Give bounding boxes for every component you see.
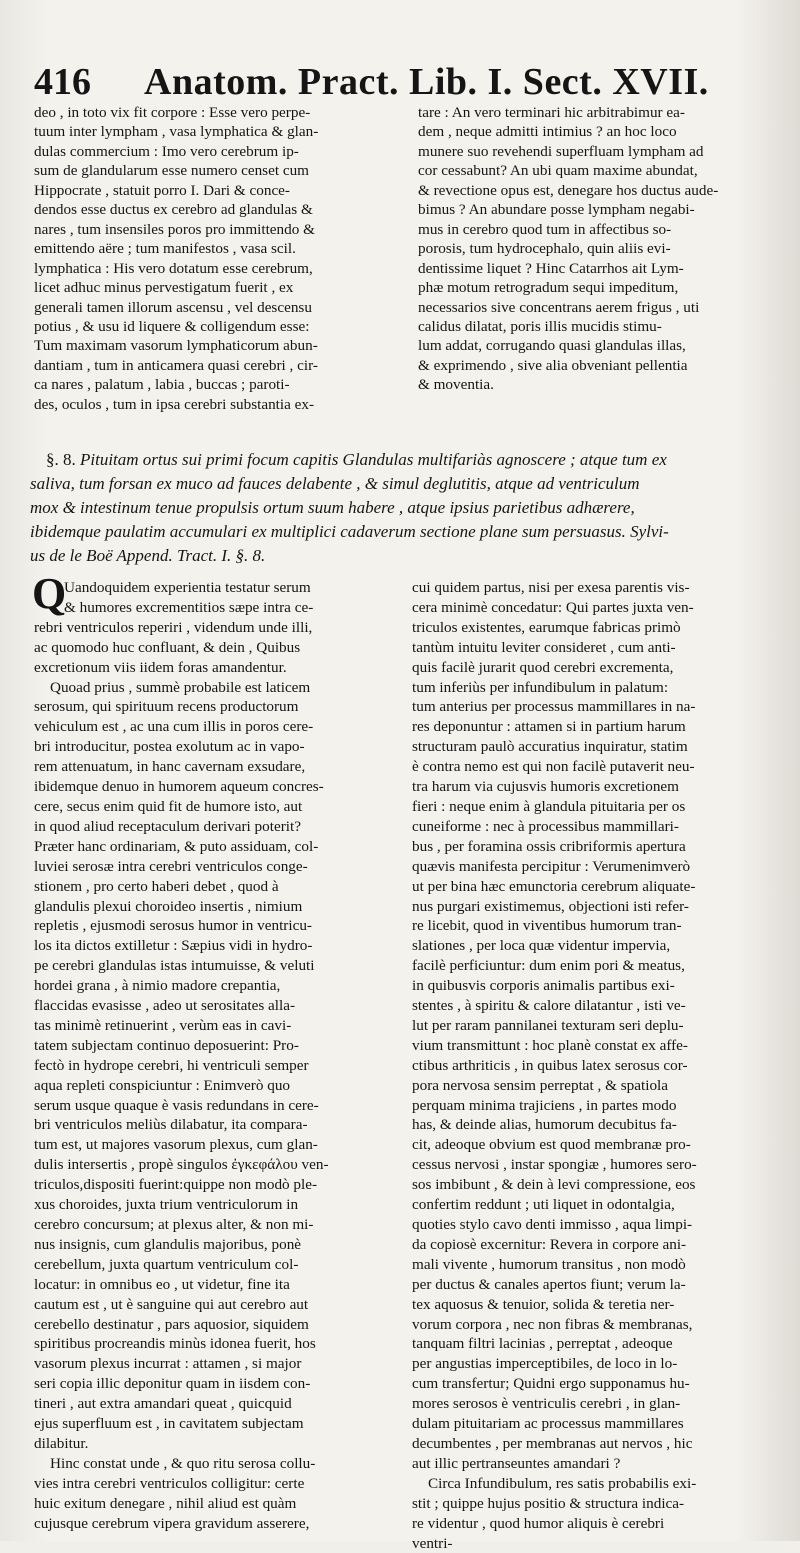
text-line: porosis, tum hydrocephalo, quin aliis evi- xyxy=(418,239,780,258)
page-number: 416 xyxy=(34,60,91,104)
text-line: confertim reddunt ; uti liquet in odontalgia, xyxy=(412,1195,784,1215)
text-line: quis facilè jurarit quod cerebri excrementa, xyxy=(412,658,784,678)
text-line: slationes , per loca quæ videntur impervia, xyxy=(412,936,784,956)
text-line: tas minimè retinuerint , verùm eas in cavi- xyxy=(34,1016,404,1036)
text-line: tanquam filtri lacinias , perreptat , adeoque xyxy=(412,1334,784,1354)
text-line: cuneiforme : nec à processibus mammillari- xyxy=(412,817,784,837)
text-line: stit ; quippe hujus positio & structura indica- xyxy=(412,1494,784,1514)
text-line: glandulis plexui choroideo insertis , nimium xyxy=(34,897,404,917)
text-line: locatur: in omnibus eo , ut videtur, fine ita xyxy=(34,1275,404,1295)
text-line: huic exitum denegare , nihil aliud est quàm xyxy=(34,1494,404,1514)
text-line: emittendo aëre ; tum manifestos , vasa scil. xyxy=(34,239,414,258)
text-line: mores serosos è ventriculis cerebri , in glan- xyxy=(412,1394,784,1414)
text-line: in quod aliud receptaculum derivari poterit? xyxy=(34,817,404,837)
text-line: cerebro concursum; at plexus alter, & non mi- xyxy=(34,1215,404,1235)
text-line: è contra nemo est qui non facilè putaverit neu- xyxy=(412,757,784,777)
text-line: quævis manifesta percipitur : Verumenimverò xyxy=(412,857,784,877)
text-line: tum est, ut majores vasorum plexus, cum glan- xyxy=(34,1135,404,1155)
quote-line: ibidemque paulatim accumulari ex multiplici cadaverum sectione plane sum persuasus. Sylvi- xyxy=(30,520,784,544)
text-line: licet adhuc minus pervestigatum fuerit , ex xyxy=(34,278,414,297)
text-line: repletis , ejusmodi serosus humor in ventricu- xyxy=(34,916,404,936)
text-line: dem , neque admitti intimius ? an hoc loco xyxy=(418,122,780,141)
text-line: stionem , pro certo haberi debet , quod à xyxy=(34,877,404,897)
text-line: flaccidas evasisse , adeo ut serositates alla- xyxy=(34,996,404,1016)
text-line: bimus ? An abundare posse lympham negabi- xyxy=(418,200,780,219)
text-line: & moventia. xyxy=(418,375,780,394)
text-line: Hinc constat unde , & quo ritu serosa collu- xyxy=(34,1454,404,1474)
text-line: nus insignis, cum glandulis majoribus, ponè xyxy=(34,1235,404,1255)
text-line: cessus nervosi , instar spongiæ , humores sero- xyxy=(412,1155,784,1175)
text-line: tuum inter lympham , vasa lymphatica & glan- xyxy=(34,122,414,141)
text-line xyxy=(34,578,404,598)
text-line: tatem subjectam continuo deposuerint: Pro- xyxy=(34,1036,404,1056)
text-line: vasorum plexus incurrat : attamen , si major xyxy=(34,1354,404,1374)
text-line: res deponuntur : attamen si in partium harum xyxy=(412,717,784,737)
text-line: bri ventriculos meliùs dilabatur, ita compara- xyxy=(34,1115,404,1135)
text-line: stentes , à spiritu & calore dilatantur , isti ve- xyxy=(412,996,784,1016)
text-line: seri copia illic deponitur quam in iisdem con- xyxy=(34,1374,404,1394)
bottom-left-column xyxy=(34,578,404,1534)
text-line: structuram paulò accuratius inquiratur, statim xyxy=(412,737,784,757)
text-line: potius , & usu id liquere & colligendum esse: xyxy=(34,317,414,336)
page-header xyxy=(34,58,774,108)
text-line: bri introducitur, postea exolutum ac in vapo- xyxy=(34,737,404,757)
text-line: des, oculos , tum in ipsa cerebri substantia ex- xyxy=(34,395,414,414)
text-line: Tum maximam vasorum lymphaticorum abun- xyxy=(34,336,414,355)
text-line: nus purgari existimemus, objectioni isti refer- xyxy=(412,897,784,917)
text-line: serum usque quaque è vasis redundans in cere- xyxy=(34,1096,404,1116)
text-line: excretionum viis iidem foras amandentur. xyxy=(34,658,404,678)
text-line: lum addat, corrugando quasi glandulas illas, xyxy=(418,336,780,355)
text-line: calidus dilatat, poris illis mucidis stimu- xyxy=(418,317,780,336)
text-line: xus choroides, juxta trium ventriculorum in xyxy=(34,1195,404,1215)
text-line: ctibus arthriticis , in quibus latex serosus cor- xyxy=(412,1056,784,1076)
text-line: cera minimè concedatur: Qui partes juxta ven- xyxy=(412,598,784,618)
text-line: cor cessabunt? An ubi quam maxime abundat, xyxy=(418,161,780,180)
text-line: dendos esse ductus ex cerebro ad glandulas & xyxy=(34,200,414,219)
text-line: ca nares , palatum , labia , buccas ; paroti- xyxy=(34,375,414,394)
top-right-column xyxy=(418,103,780,395)
running-title: Anatom. Pract. Lib. I. Sect. XVII. xyxy=(144,60,709,104)
text-line: lymphatica : His vero dotatum esse cerebrum, xyxy=(34,259,414,278)
text-line: necessarios sive concentrans aerem frigus , uti xyxy=(418,298,780,317)
quote-line: us de le Boë Append. Tract. I. §. 8. xyxy=(30,544,784,568)
text-line: spiritibus procreandis minùs idonea fuerit, hos xyxy=(34,1334,404,1354)
text-line: dulam pituitariam ac processus mammillares xyxy=(412,1414,784,1434)
text-line: per angustias imperceptibiles, de loco in lo- xyxy=(412,1354,784,1374)
text-line: perquam minima trajiciens , in partes modo xyxy=(412,1096,784,1116)
text-line: re licebit, quod in viventibus humorum tran- xyxy=(412,916,784,936)
text-line: phæ motum retrogradum sequi impeditum, xyxy=(418,278,780,297)
text-line: Circa Infundibulum, res satis probabilis exi- xyxy=(412,1474,784,1494)
text-line: dulis intersertis , propè singulos ἐγκεφάλου ven- xyxy=(34,1155,404,1175)
text-line: cui quidem partus, nisi per exesa parentis vis- xyxy=(412,578,784,598)
text-line: fieri : neque enim à glandula pituitaria per os xyxy=(412,797,784,817)
text-line: mus in cerebro quod tum in affectibus so- xyxy=(418,220,780,239)
text-line: aut illic pertranseuntes amandari ? xyxy=(412,1454,784,1474)
section-8-quote xyxy=(30,448,784,568)
text-line: cautum est , ut è sanguine qui aut cerebro aut xyxy=(34,1295,404,1315)
text-line: bus , per foramina ossis cribriformis apertura xyxy=(412,837,784,857)
text-line: vehiculum est , ac una cum illis in poros cere- xyxy=(34,717,404,737)
text-line: serosum, qui spirituum recens productorum xyxy=(34,697,404,717)
text-line: sum de glandularum esse numero censet cum xyxy=(34,161,414,180)
drop-cap: Q xyxy=(32,572,66,616)
text-line-content: Uandoquidem experientia testatur serum xyxy=(64,579,311,596)
text-line: luviei serosæ intra cerebri ventriculos conge- xyxy=(34,857,404,877)
text-line: generali tamen illorum ascensu , vel descensu xyxy=(34,298,414,317)
text-line: cujusque cerebrum vipera gravidum asserere, xyxy=(34,1514,404,1534)
text-line: munere suo revehendi superfluam lympham ad xyxy=(418,142,780,161)
text-line: da copiosè excernitur: Revera in corpore ani- xyxy=(412,1235,784,1255)
text-line: los ita dictos extilletur : Sæpius vidi in hydro- xyxy=(34,936,404,956)
text-line: ventri- xyxy=(412,1534,784,1553)
text-line: vies intra cerebri ventriculos colligitur: certe xyxy=(34,1474,404,1494)
text-line: mali vivente , humorum transitus , non modò xyxy=(412,1255,784,1275)
text-line: triculos,dispositi fuerint:quippe non modò ple- xyxy=(34,1175,404,1195)
quote-line: mox & intestinum tenue propulsis ortum suum habere , atque ipsius parietibus adhærere, xyxy=(30,496,784,520)
text-line: lut per raram pannilanei texturam seri deplu- xyxy=(412,1016,784,1036)
text-line: tum anterius per processus mammillares in na- xyxy=(412,697,784,717)
top-left-column xyxy=(34,103,414,414)
quote-line: saliva, tum forsan ex muco ad fauces delabente , & simul deglutitis, atque ad ventriculum xyxy=(30,472,784,496)
text-line: re videntur , quod humor aliquis è cerebri xyxy=(412,1514,784,1534)
section-mark: §. 8. xyxy=(46,450,80,469)
quote-line xyxy=(30,448,784,472)
text-line: rebri ventriculos reperiri , videndum unde illi, xyxy=(34,618,404,638)
text-line: cerebello destinatur , pars aquosior, siquidem xyxy=(34,1315,404,1335)
text-line: hordei grana , à nimio madore crepantia, xyxy=(34,976,404,996)
text-line: tra harum via cujusvis humoris excretionem xyxy=(412,777,784,797)
text-line: tum inferiùs per infundibulum in palatum: xyxy=(412,678,784,698)
text-line: cere, secus enim quid fit de humore isto, aut xyxy=(34,797,404,817)
quote-text: Pituitam ortus sui primi focum capitis Glandulas multifariàs agnoscere ; atque tum ex xyxy=(80,450,667,469)
text-line: & exprimendo , sive alia obveniant pellentia xyxy=(418,356,780,375)
text-line: tantùm intuitu leviter consideret , cum anti- xyxy=(412,638,784,658)
text-line: cerebellum, juxta quartum ventriculum col- xyxy=(34,1255,404,1275)
text-line: rem attenuatum, in hanc cavernam exsudare, xyxy=(34,757,404,777)
text-line: vorum corpora , nec non fibras & membranas, xyxy=(412,1315,784,1335)
text-line: cum transfertur; Quidni ergo supponamus hu- xyxy=(412,1374,784,1394)
text-line: ejus superfluum est , in cavitatem subjectam xyxy=(34,1414,404,1434)
text-line: pora nervosa sensim perreptat , & spatiola xyxy=(412,1076,784,1096)
text-line: vium transmittunt : hoc planè constat ex affe- xyxy=(412,1036,784,1056)
text-line: in quibusvis corporis animalis partibus exi- xyxy=(412,976,784,996)
text-line: tex aquosus & tenuior, solida & teretia ner- xyxy=(412,1295,784,1315)
text-line: triculos existentes, earumque fabricas primò xyxy=(412,618,784,638)
text-line: deo , in toto vix fit corpore : Esse vero perpe- xyxy=(34,103,414,122)
text-line: decumbentes , per membranas aut nervos , hic xyxy=(412,1434,784,1454)
text-line: ut per bina hæc emunctoria cerebrum aliquate- xyxy=(412,877,784,897)
text-line: dilabitur. xyxy=(34,1434,404,1454)
text-line: tare : An vero terminari hic arbitrabimur ea- xyxy=(418,103,780,122)
text-line: ibidemque denuo in humorem aqueum concres- xyxy=(34,777,404,797)
text-line: fectò in hydrope cerebri, hi ventriculi semper xyxy=(34,1056,404,1076)
text-line: sos imbibunt , & dein à levi compressione, eos xyxy=(412,1175,784,1195)
text-line: cit, adeoque obvium est quod membranæ pro- xyxy=(412,1135,784,1155)
text-line: per ductus & canales apertos fiunt; verum la- xyxy=(412,1275,784,1295)
text-line: & humores excrementitios sæpe intra ce- xyxy=(34,598,404,618)
text-line: dentissime liquet ? Hinc Catarrhos ait Lym- xyxy=(418,259,780,278)
text-line: pe cerebri glandulas istas intumuisse, & veluti xyxy=(34,956,404,976)
text-line: tineri , aut extra amandari queat , quicquid xyxy=(34,1394,404,1414)
text-line: ac quomodo huc confluant, & dein , Quibus xyxy=(34,638,404,658)
text-line: has, & deinde alias, humorum decubitus fa- xyxy=(412,1115,784,1135)
text-line: Quoad prius , summè probabile est laticem xyxy=(34,678,404,698)
text-line: dulas commercium : Imo vero cerebrum ip- xyxy=(34,142,414,161)
text-line: nares , tum insensiles poros pro immittendo & xyxy=(34,220,414,239)
text-line: Præter hanc ordinariam, & puto assiduam, col- xyxy=(34,837,404,857)
text-line: Hippocrate , statuit porro I. Dari & conce- xyxy=(34,181,414,200)
text-line: dantiam , tum in anticamera quasi cerebri , cir- xyxy=(34,356,414,375)
text-line: aqua repleti conspiciuntur : Enimverò quo xyxy=(34,1076,404,1096)
text-line: quoties stylo cavo denti immisso , aqua limpi- xyxy=(412,1215,784,1235)
bottom-right-column xyxy=(412,578,784,1553)
text-line: & revectione opus est, denegare hos ductus aude- xyxy=(418,181,780,200)
text-line: facilè perficiuntur: dum enim pori & meatus, xyxy=(412,956,784,976)
